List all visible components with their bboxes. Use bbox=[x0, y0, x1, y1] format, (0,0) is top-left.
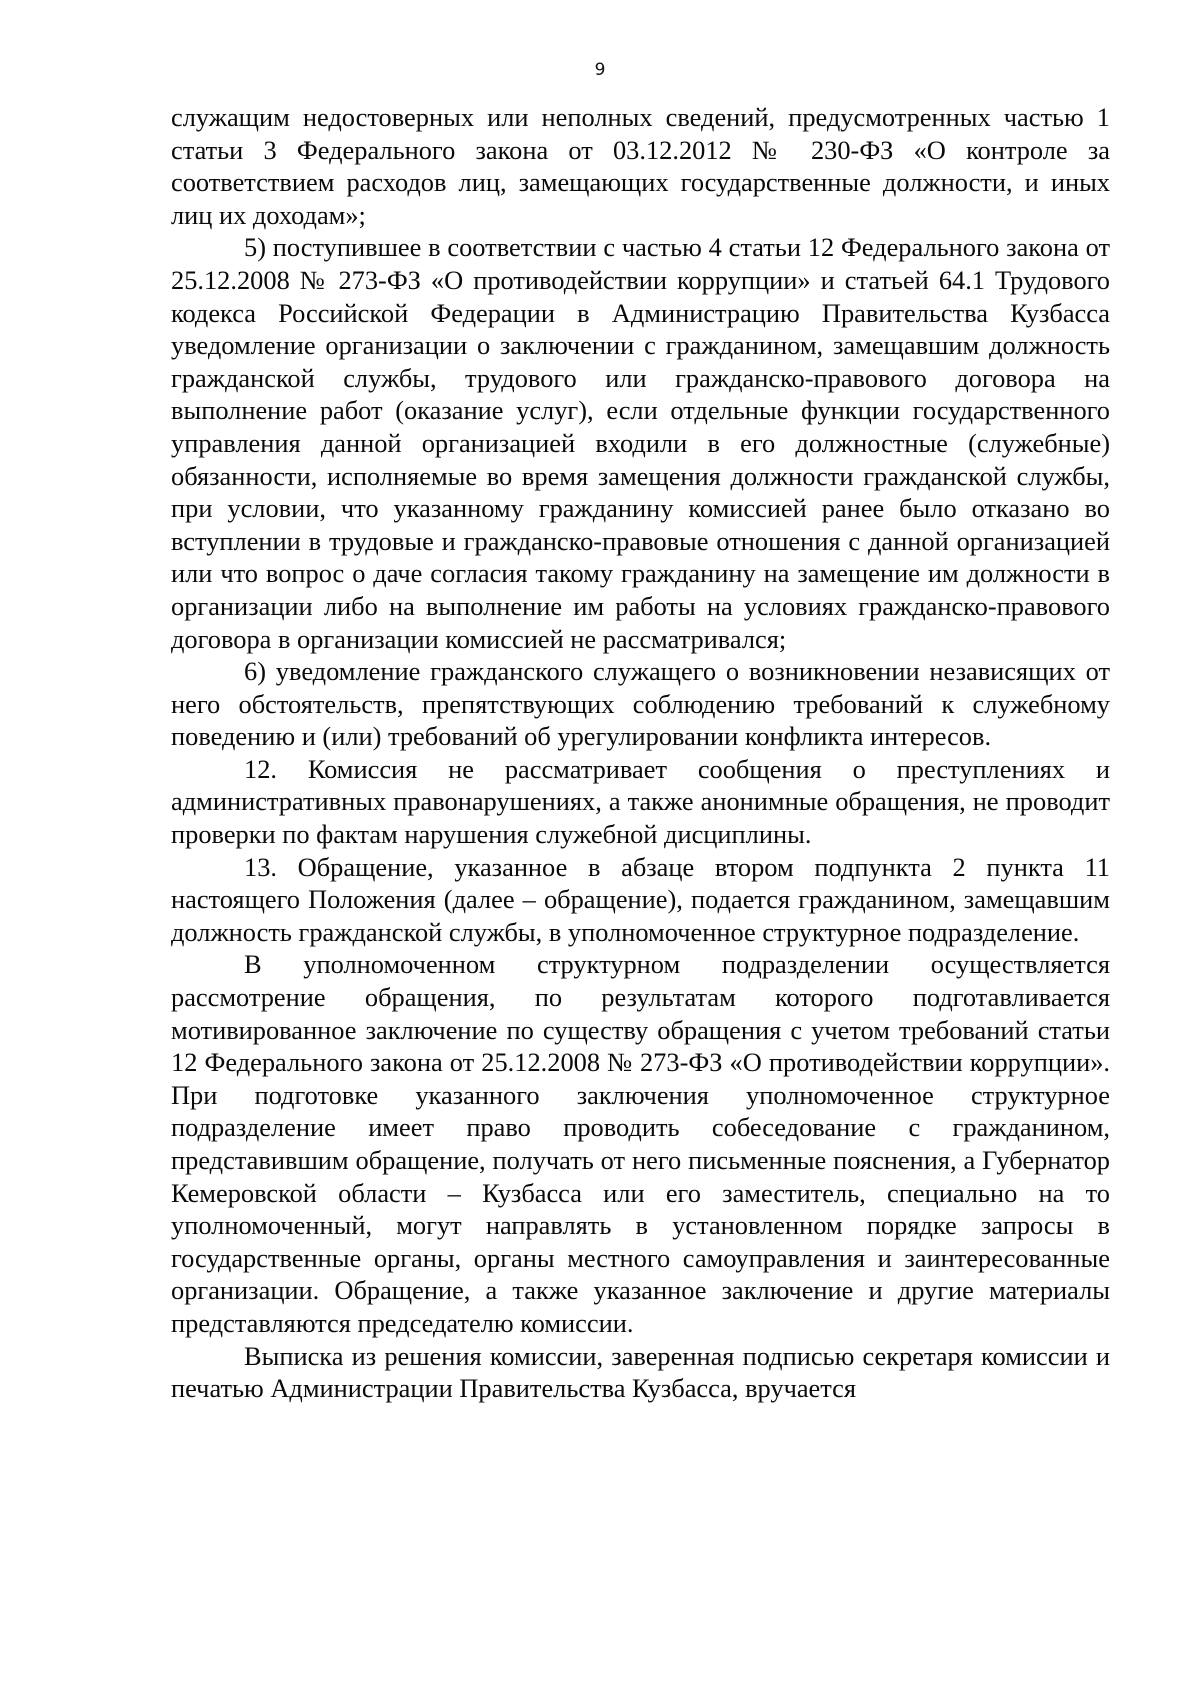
paragraph-item-6: 6) уведомление гражданского служащего о возникновении независящих от него обстоятельств, препятствующих соблюдению требований к служебному поведению и (или) требований об урегулировании конфликта интересов. bbox=[171, 656, 1110, 752]
paragraph-clause-12: 12. Комиссия не рассматривает сообщения о преступлениях и административных правонарушениях, а также анонимные обращения, не проводит проверки по фактам нарушения служебной дисциплины. bbox=[171, 753, 1110, 850]
paragraph-item-5: 5) поступившее в соответствии с частью 4 статьи 12 Федерального закона от 25.12.2008 № 273-ФЗ «О противодействии коррупции» и статьей 64.1 Трудового кодекса Российской Федерации в Администрацию Правительства Кузбасса уведомление организации о заключении с гражданином, замещавшим должность гражданской службы, трудового или гражданско-правового договора на выполнение работ (оказание услуг), если отдельные функции государственного управления данной организацией входили в его должностные (служебные) обязанности, исполняемые во время замещения должности гражданской службы, при условии, что указанному гражданину комиссией ранее было отказано во вступлении в трудовые и гражданско-правовые отношения с данной организацией или что вопрос о даче согласия такому гражданину на замещение им должности в организации либо на выполнение им работы на условиях гражданско-правового договора в организации комиссией не рассматривался; bbox=[171, 232, 1110, 654]
paragraph-continuation: служащим недостоверных или неполных сведений, предусмотренных частью 1 статьи 3 Федерального закона от 03.12.2012 № 230-ФЗ «О контроле за соответствием расходов лиц, замещающих государственные должности, и иных лиц их доходам»; bbox=[171, 102, 1110, 230]
paragraph-decision-extract: Выписка из решения комиссии, заверенная подписью секретаря комиссии и печатью Администрации Правительства Кузбасса, вручается bbox=[171, 1340, 1110, 1404]
document-body bbox=[171, 101, 1110, 1405]
page-number: 9 bbox=[594, 60, 606, 80]
paragraph-review-procedure: В уполномоченном структурном подразделении осуществляется рассмотрение обращения, по результатам которого подготавливается мотивированное заключение по существу обращения с учетом требований статьи 12 Федерального закона от 25.12.2008 № 273-ФЗ «О противодействии коррупции». При подготовке указанного заключения уполномоченное структурное подразделение имеет право проводить собеседование с гражданином, представившим обращение, получать от него письменные пояснения, а Губернатор Кемеровской области – Кузбасса или его заместитель, специально на то уполномоченный, могут направлять в установленном порядке запросы в государственные органы, органы местного самоуправления и заинтересованные организации. Обращение, а также указанное заключение и другие материалы представляются председателю комиссии. bbox=[171, 949, 1110, 1338]
paragraph-clause-13: 13. Обращение, указанное в абзаце втором подпункта 2 пункта 11 настоящего Положения (далее – обращение), подается гражданином, замещавшим должность гражданской службы, в уполномоченное структурное подразделение. bbox=[171, 851, 1110, 947]
